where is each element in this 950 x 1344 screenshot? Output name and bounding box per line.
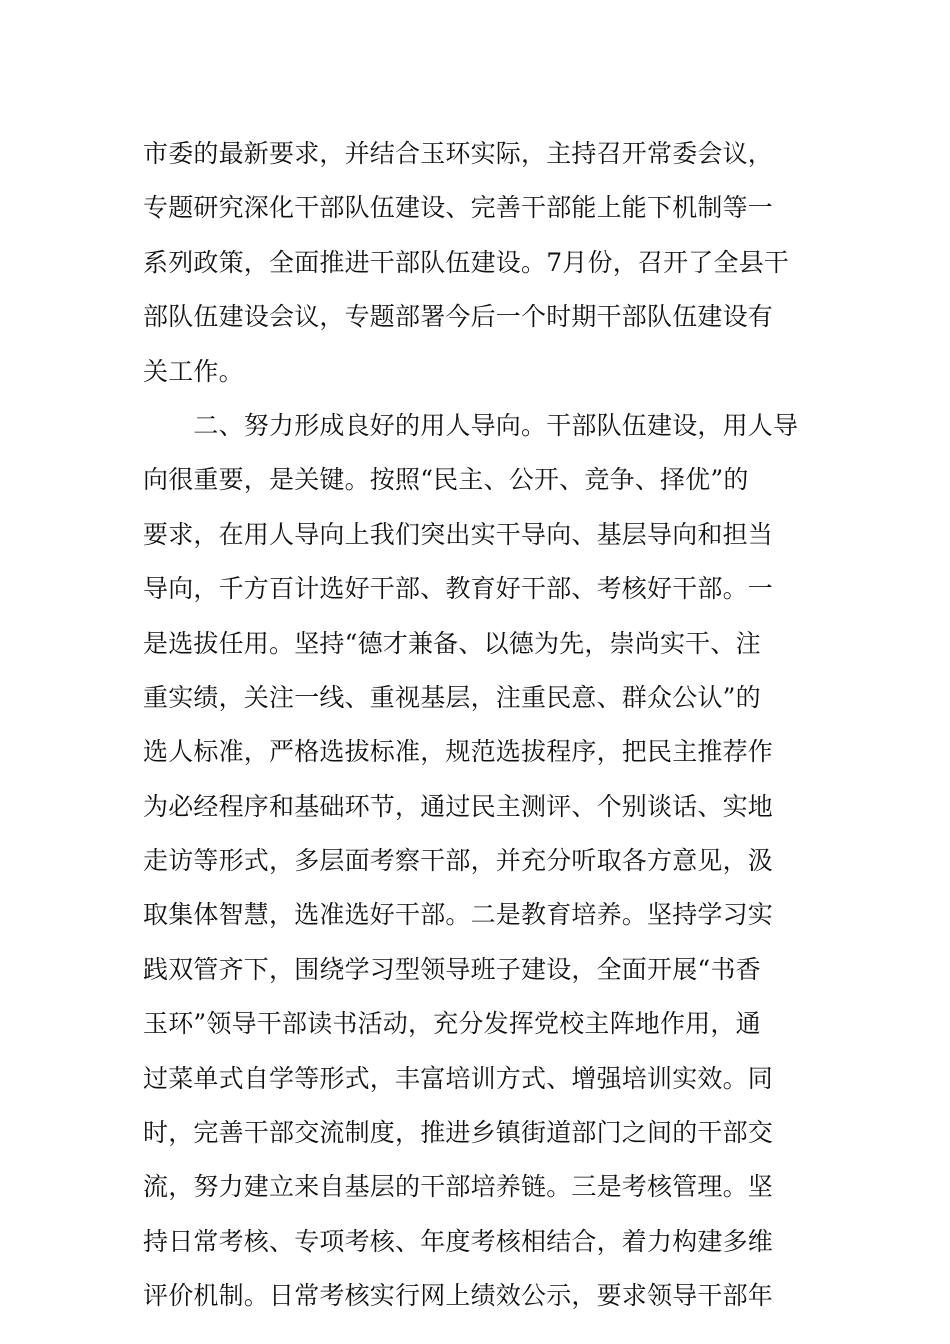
- text-line: 部队伍建设会议，专题部署今后一个时期干部队伍建设有: [143, 302, 774, 332]
- text-line: 关工作。: [143, 356, 244, 386]
- text-line: 重实绩，关注一线、重视基层，注重民意、群众公认”的: [143, 682, 761, 712]
- text-line: 评价机制。日常考核实行网上绩效公示，要求领导干部年: [143, 1281, 774, 1311]
- text-line: 玉环”领导干部读书活动，充分发挥党校主阵地作用，通: [143, 1009, 761, 1039]
- text-line: 时，完善干部交流制度，推进乡镇街道部门之间的干部交: [143, 1118, 774, 1148]
- text-line: 践双管齐下，围绕学习型领导班子建设，全面开展“书香: [143, 954, 761, 984]
- text-line: 流，努力建立来自基层的干部培养链。三是考核管理。坚: [143, 1172, 774, 1202]
- text-line: 导向，千方百计选好干部、教育好干部、考核好干部。一: [143, 574, 774, 604]
- text-line: 向很重要，是关键。按照“民主、公开、竞争、择优”的: [143, 465, 749, 495]
- text-line: 选人标准，严格选拔标准，规范选拔程序，把民主推荐作: [143, 737, 774, 767]
- text-line: 为必经程序和基础环节，通过民主测评、个别谈话、实地: [143, 791, 774, 821]
- text-line: 系列政策，全面推进干部队伍建设。7月份，召开了全县干: [143, 247, 790, 277]
- text-line: 取集体智慧，选准选好干部。二是教育培养。坚持学习实: [143, 900, 774, 930]
- text-line: 二、努力形成良好的用人导向。干部队伍建设，用人导: [143, 410, 799, 440]
- text-line: 是选拔任用。坚持“德才兼备、以德为先，崇尚实干、注: [143, 628, 761, 658]
- body-text: [143, 127, 823, 1324]
- text-line: 市委的最新要求，并结合玉环实际，主持召开常委会议，: [143, 139, 774, 168]
- text-line: 走访等形式，多层面考察干部，并充分听取各方意见，汲: [143, 846, 774, 876]
- text-line: 持日常考核、专项考核、年度考核相结合，着力构建多维: [143, 1226, 774, 1256]
- text-line: 过菜单式自学等形式，丰富培训方式、增强培训实效。同: [143, 1063, 774, 1093]
- text-line: 要求，在用人导向上我们突出实干导向、基层导向和担当: [143, 519, 774, 549]
- text-line: 专题研究深化干部队伍建设、完善干部能上能下机制等一: [143, 193, 774, 223]
